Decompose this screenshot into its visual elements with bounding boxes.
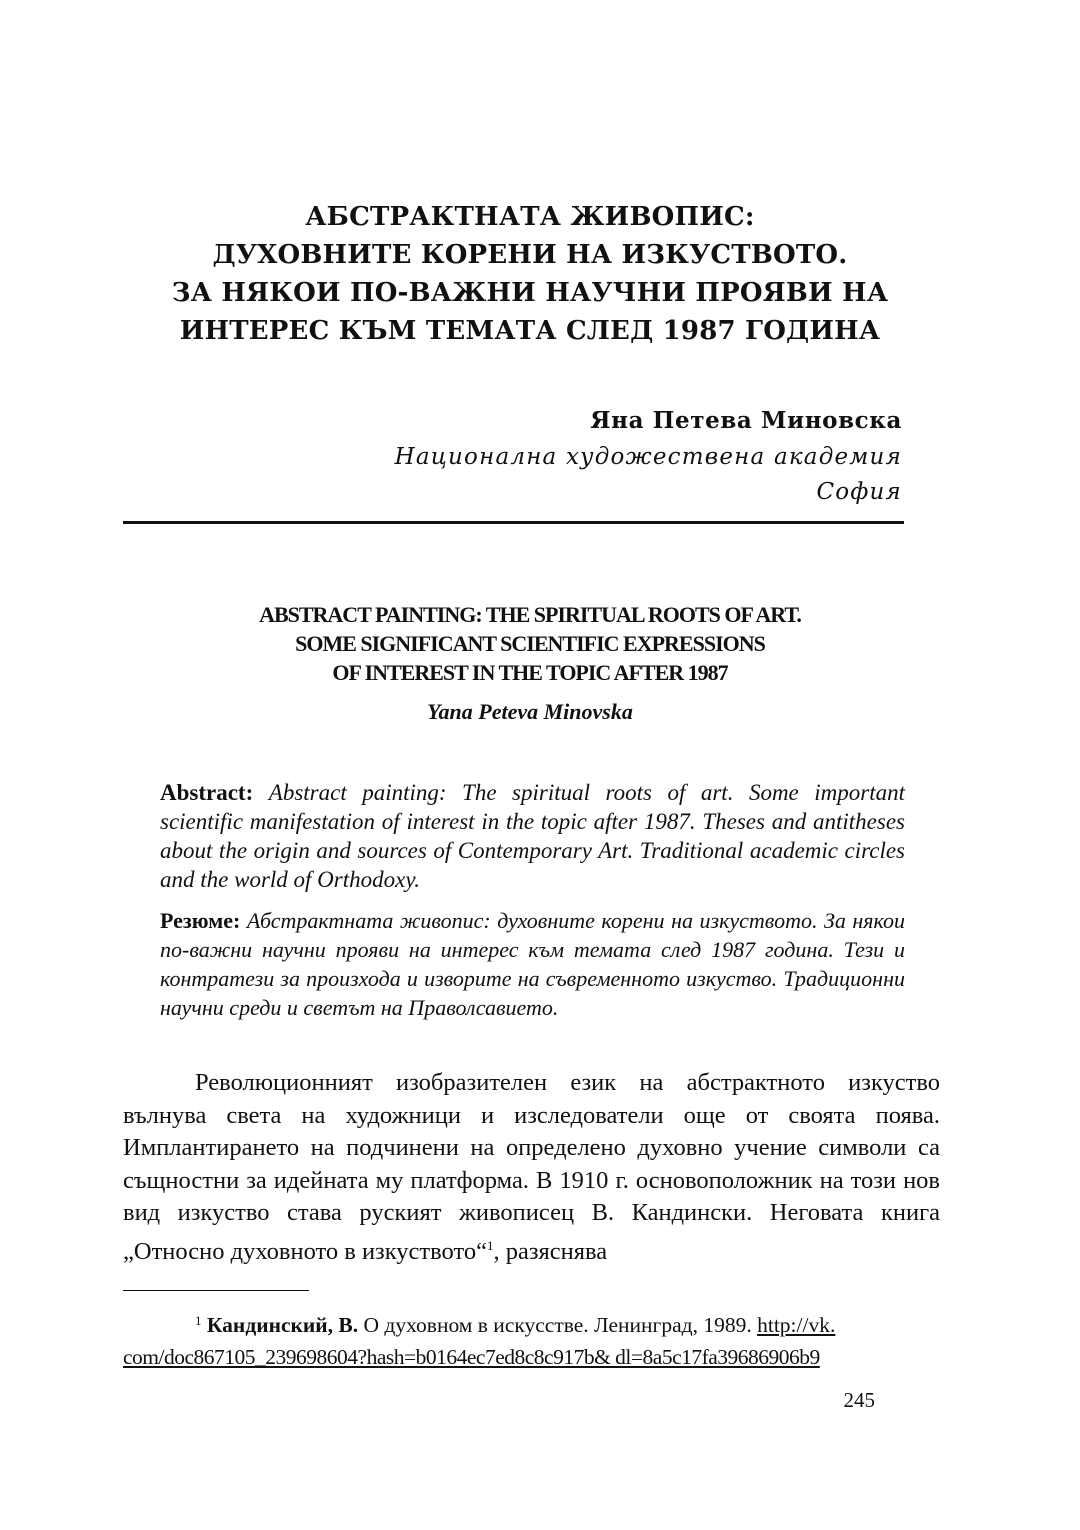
title-line: ДУХОВНИТЕ КОРЕНИ НА ИЗКУСТВОТО. xyxy=(212,240,848,270)
resume-text: Абстрактната живопис: духовните корени на изкуството. За някои по-важни научни прояви на интерес към темата след 1987 година. Тези и контратези за произхода и изворите на съвременното изкуство. Традиционни научни среди и светът на Праволсавието. xyxy=(160,908,905,1020)
author-city: София xyxy=(816,479,902,505)
english-title xyxy=(0,600,1060,687)
body-text: Революционният изобразителен език на абстрактното изкуство вълнува света на художници и изследователи още от своята поява. Имплантирането на подчинени на определено духовно учение символи са същностни за идейната му платформа. В 1910 г. основоположник на този нов вид изкуство става руският живописец В. Кандински. Неговата книга „Относно духовното в изкуството“ xyxy=(123,1069,940,1265)
article-title xyxy=(0,198,1060,350)
author-block xyxy=(395,402,902,510)
abstract xyxy=(160,778,905,894)
english-title-line: SOME SIGNIFICANT SCIENTIFIC EXPRESSIONS xyxy=(295,631,765,656)
body-paragraph xyxy=(123,1067,940,1268)
english-title-line: ABSTRACT PAINTING: THE SPIRITUAL ROOTS OF ART. xyxy=(259,602,801,627)
author-name: Яна Петева Миновска xyxy=(590,407,902,434)
resume xyxy=(160,906,905,1022)
title-divider xyxy=(123,520,904,526)
abstract-text: Abstract painting: The spiritual roots of art. Some important scientific manifestation of interest in the topic after 1987. Theses and antitheses about the origin and sources of Contemporary Art. Traditional academic circles and the world of Orthodoxy. xyxy=(160,780,906,892)
english-author: Yana Peteva Minovska xyxy=(427,699,633,724)
page-number: 245 xyxy=(843,1388,875,1412)
footnote-author: Кандинский, В. xyxy=(206,1313,359,1337)
body-text-end: , разяснява xyxy=(493,1237,608,1265)
title-line: ИНТЕРЕС КЪМ ТЕМАТА СЛЕД 1987 ГОДИНА xyxy=(179,316,881,346)
title-line: АБСТРАКТНАТА ЖИВОПИС: xyxy=(305,202,755,232)
resume-label: Резюме: xyxy=(160,908,241,933)
title-line: ЗА НЯКОИ ПО-ВАЖНИ НАУЧНИ ПРОЯВИ НА xyxy=(171,278,889,308)
author-affiliation: Национална художествена академия xyxy=(394,444,902,470)
footnote-divider xyxy=(123,1290,309,1291)
footnote-link-continued[interactable]: com/doc867105_239698604?hash=b0164ec7ed8c8c917b& dl=8a5c17fa39686906b9 xyxy=(123,1345,820,1369)
footnote-ref[interactable]: 1 xyxy=(486,1237,494,1253)
footnote xyxy=(123,1305,940,1373)
footnote-text: О духовном в искусстве. Ленинград, 1989. xyxy=(358,1313,758,1337)
footnote-number: 1 xyxy=(195,1313,202,1328)
abstract-label: Abstract: xyxy=(160,780,254,805)
english-title-line: OF INTEREST IN THE TOPIC AFTER 1987 xyxy=(332,660,728,685)
footnote-link[interactable]: http://vk. xyxy=(757,1313,836,1337)
